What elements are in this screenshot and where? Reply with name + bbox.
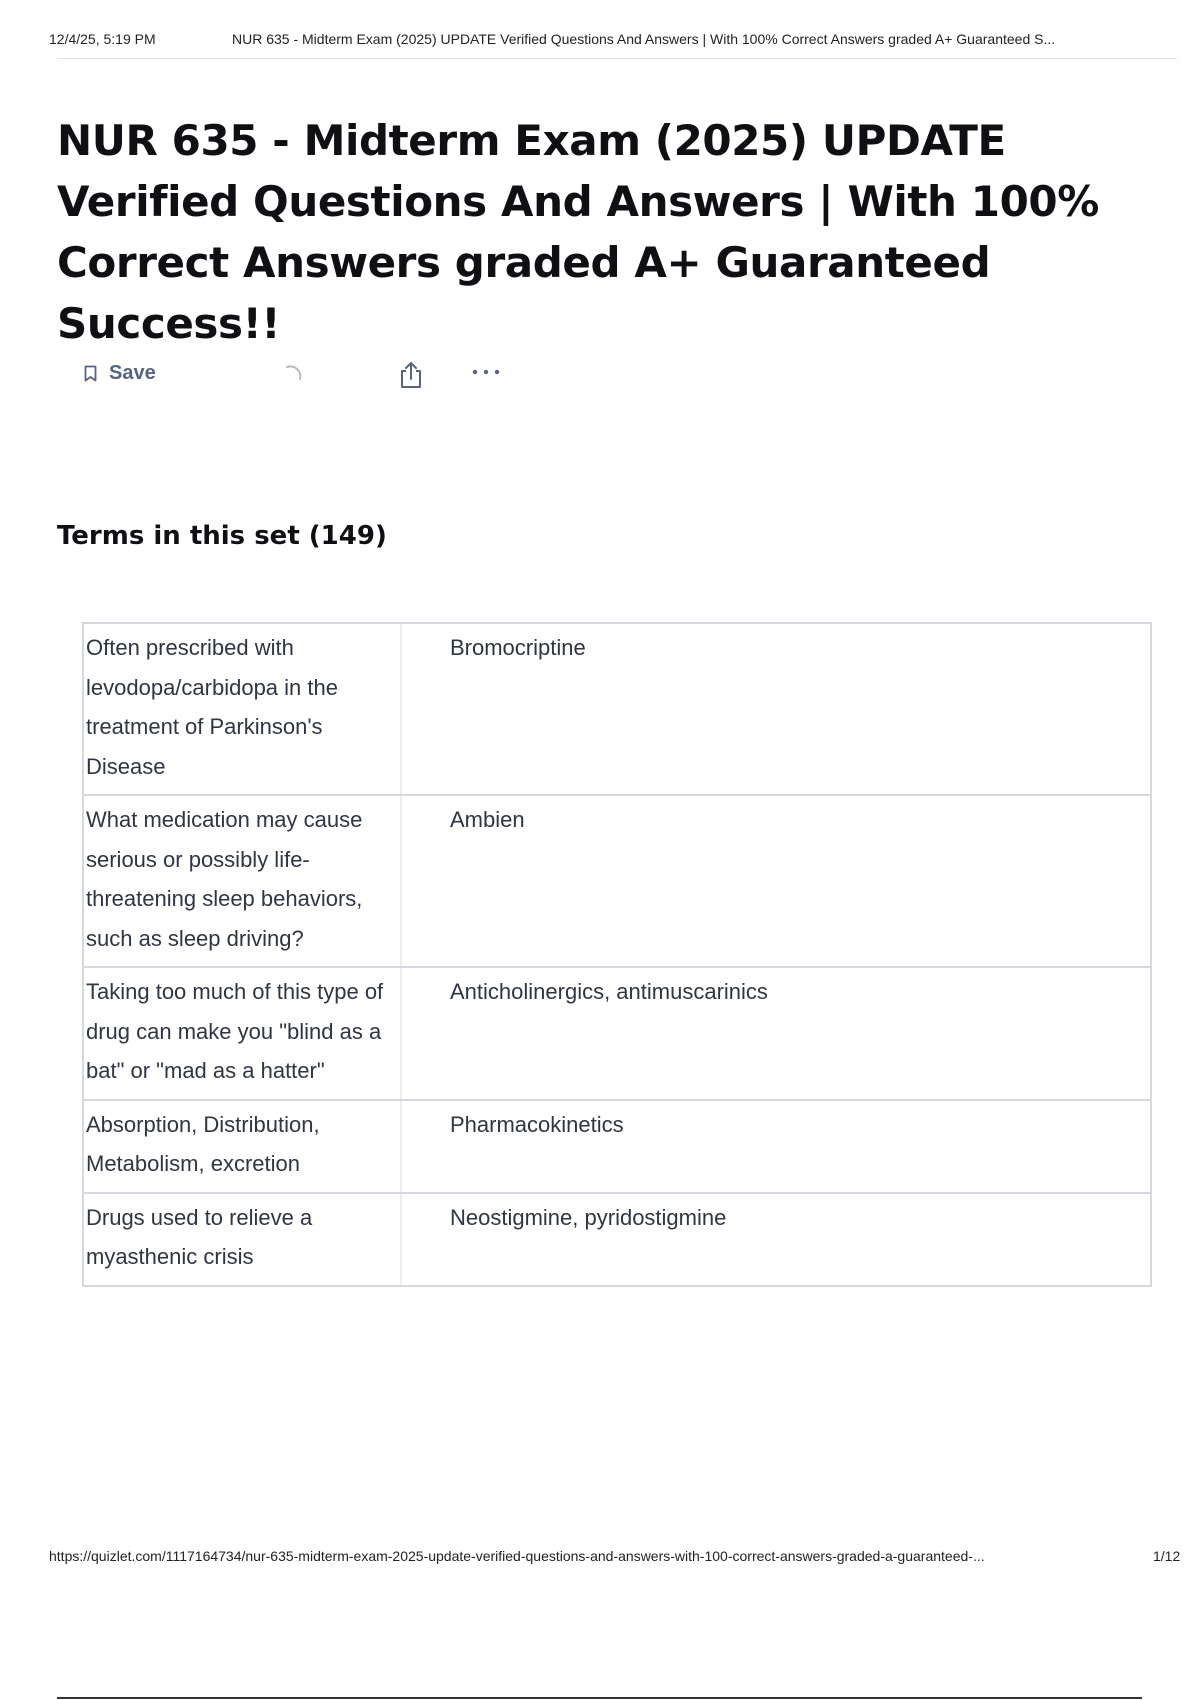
page-number: 1/12 [1153,1548,1181,1564]
term-cell: Drugs used to relieve a myasthenic crisis [84,1194,402,1285]
table-row [82,622,1152,796]
print-date: 12/4/25, 5:19 PM [49,31,156,47]
print-doc-title: NUR 635 - Midterm Exam (2025) UPDATE Verified Questions And Answers | With 100% Correct Answers graded A+ Guaranteed S... [232,31,1056,47]
term-cell: Often prescribed with levodopa/carbidopa in the treatment of Parkinson's Disease [84,624,402,794]
definition-cell: Bromocriptine [450,635,586,660]
table-row [82,1192,1152,1287]
definition-cell: Pharmacokinetics [450,1111,624,1137]
print-url: https://quizlet.com/1117164734/nur-635-midterm-exam-2025-update-verified-questions-and-answers-with-100-correct-answers-graded-a-guaranteed-... [49,1548,985,1564]
terms-table [82,624,1152,1287]
header-divider [57,58,1177,59]
spinner-icon [279,363,305,389]
bookmark-icon [84,365,97,382]
table-row [82,966,1152,1101]
save-label: Save [109,362,156,384]
share-icon[interactable] [397,360,425,390]
more-icon[interactable] [469,362,503,382]
term-cell: Absorption, Distribution, Metabolism, excretion [84,1101,402,1192]
term-cell: What medication may cause serious or possibly life-threatening sleep behaviors, such as sleep driving? [84,796,402,966]
definition-cell: Anticholinergics, antimuscarinics [450,979,768,1004]
table-row [82,1099,1152,1194]
print-header [0,0,1200,60]
table-row [82,794,1152,968]
save-button[interactable] [84,362,156,385]
definition-cell: Ambien [450,807,525,832]
term-cell: Taking too much of this type of drug can make you "blind as a bat" or "mad as a hatter" [84,968,402,1099]
page-title: NUR 635 - Midterm Exam (2025) UPDATE Verified Questions And Answers | With 100% Correct Answers graded A+ Guaranteed Success!! [57,116,1099,348]
bottom-divider [57,1697,1142,1699]
definition-cell: Neostigmine, pyridostigmine [450,1204,727,1230]
terms-heading: Terms in this set (149) [57,521,387,551]
